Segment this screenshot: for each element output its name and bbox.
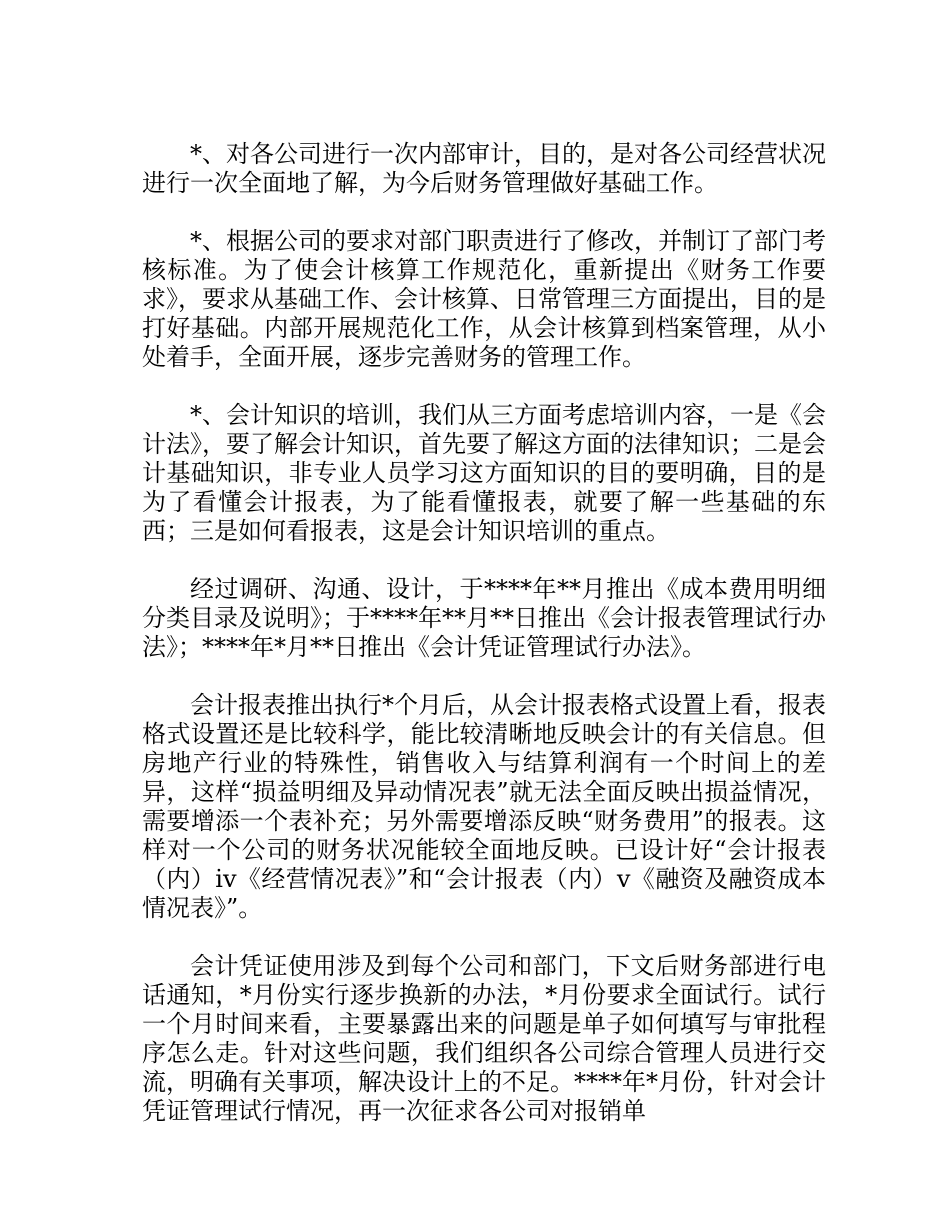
paragraph-department-duties: *、根据公司的要求对部门职责进行了修改，并制订了部门考核标准。为了使会计核算工作规范化，重新提出《财务工作要求》，要求从基础工作、会计核算、日常管理三方面提出，目的是打好基础。内部开展规范化工作，从会计核算到档案管理，从小处着手，全面开展，逐步完善财务的管理工作。 bbox=[142, 227, 826, 371]
paragraph-internal-audit: *、对各公司进行一次内部审计，目的，是对各公司经营状况进行一次全面地了解，为今后财务管理做好基础工作。 bbox=[142, 140, 826, 197]
paragraph-accounting-training: *、会计知识的培训，我们从三方面考虑培训内容，一是《会计法》，要了解会计知识，首先要了解这方面的法律知识；二是会计基础知识，非专业人员学习这方面知识的目的要明确，目的是为了看懂会计报表，为了能看懂报表，就要了解一些基础的东西；三是如何看报表，这是会计知识培训的重点。 bbox=[142, 401, 826, 545]
paragraph-research-design: 经过调研、沟通、设计，于****年**月推出《成本费用明细分类目录及说明》；于****年**月**日推出《会计报表管理试行办法》；****年*月**日推出《会计凭证管理试行办法》。 bbox=[142, 575, 826, 661]
paragraph-accounting-reports: 会计报表推出执行*个月后，从会计报表格式设置上看，报表格式设置还是比较科学，能比较清晰地反映会计的有关信息。但房地产行业的特殊性，销售收入与结算利润有一个时间上的差异，这样“损益明细及异动情况表”就无法全面反映出损益情况，需要增添一个表补充；另外需要增添反映“财务费用”的报表。这样对一个公司的财务状况能较全面地反映。已设计好“会计报表（内）iv《经营情况表》”和“会计报表（内）v《融资及融资成本情况表》”。 bbox=[142, 691, 826, 922]
document-body bbox=[142, 140, 826, 1126]
paragraph-accounting-vouchers: 会计凭证使用涉及到每个公司和部门，下文后财务部进行电话通知，*月份实行逐步换新的办法，*月份要求全面试行。试行一个月时间来看，主要暴露出来的问题是单子如何填写与审批程序怎么走。针对这些问题，我们组织各公司综合管理人员进行交流，明确有关事项，解决设计上的不足。****年*月份，针对会计凭证管理试行情况，再一次征求各公司对报销单 bbox=[142, 952, 826, 1125]
